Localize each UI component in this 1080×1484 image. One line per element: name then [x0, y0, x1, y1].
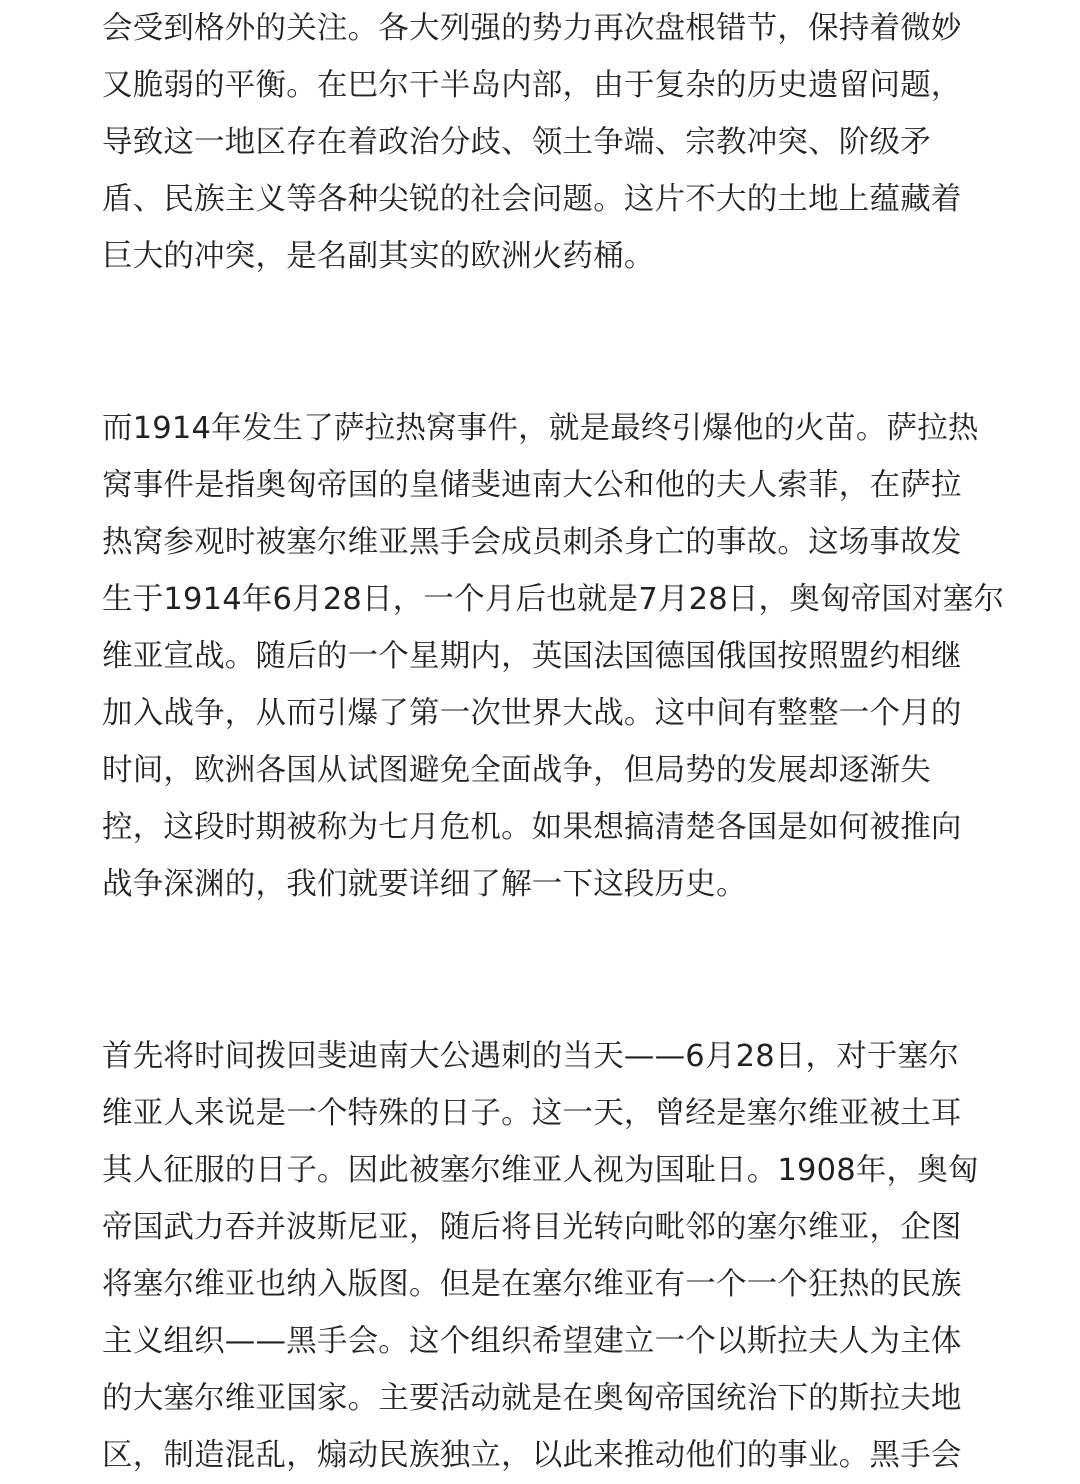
- paragraph-spacer: [102, 913, 1002, 1028]
- text-line: 又脆弱的平衡。在巴尔干半岛内部，由于复杂的历史遗留问题，: [102, 68, 962, 103]
- text-line: 其人征服的日子。因此被塞尔维亚人视为国耻日。1908年，奥匈: [102, 1153, 979, 1188]
- text-line: 会受到格外的关注。各大列强的势力再次盘根错节，保持着微妙: [102, 11, 962, 46]
- text-line: 帝国武力吞并波斯尼亚，随后将目光转向毗邻的塞尔维亚，企图: [102, 1210, 962, 1245]
- text-line: 区，制造混乱，煽动民族独立，以此来推动他们的事业。黑手会: [102, 1438, 962, 1473]
- text-line: 维亚人来说是一个特殊的日子。这一天，曾经是塞尔维亚被土耳: [102, 1096, 962, 1131]
- article-body: [102, 0, 1005, 1484]
- text-line: 热窝参观时被塞尔维亚黑手会成员刺杀身亡的事故。这场事故发: [102, 525, 962, 560]
- text-line: 生于1914年6月28日，一个月后也就是7月28日，奥匈帝国对塞尔: [102, 582, 1005, 617]
- text-line: 战争深渊的，我们就要详细了解一下这段历史。: [102, 867, 747, 902]
- text-line: 控，这段时期被称为七月危机。如果想搞清楚各国是如何被推向: [102, 810, 962, 845]
- text-line: 将塞尔维亚也纳入版图。但是在塞尔维亚有一个一个狂热的民族: [102, 1267, 962, 1302]
- text-line: 而1914年发生了萨拉热窝事件，就是最终引爆他的火苗。萨拉热: [102, 411, 979, 446]
- text-line: 巨大的冲突，是名副其实的欧洲火药桶。: [102, 239, 655, 274]
- paragraph-spacer: [102, 285, 1002, 400]
- text-line: 盾、民族主义等各种尖锐的社会问题。这片不大的土地上蕴藏着: [102, 182, 962, 217]
- text-line: 窝事件是指奥匈帝国的皇储斐迪南大公和他的夫人索菲，在萨拉: [102, 468, 962, 503]
- text-line: 加入战争，从而引爆了第一次世界大战。这中间有整整一个月的: [102, 696, 962, 731]
- paragraph-2: [102, 400, 1005, 913]
- text-line: 导致这一地区存在着政治分歧、领土争端、宗教冲突、阶级矛: [102, 125, 931, 160]
- paragraph-1: [102, 0, 1002, 285]
- text-line: 的大塞尔维亚国家。主要活动就是在奥匈帝国统治下的斯拉夫地: [102, 1381, 962, 1416]
- paragraph-3: [102, 1028, 1002, 1484]
- text-line: 首先将时间拨回斐迪南大公遇刺的当天——6月28日，对于塞尔: [102, 1039, 960, 1074]
- text-line: 维亚宣战。随后的一个星期内，英国法国德国俄国按照盟约相继: [102, 639, 962, 674]
- text-line: 主义组织——黑手会。这个组织希望建立一个以斯拉夫人为主体: [102, 1324, 962, 1359]
- text-line: 时间，欧洲各国从试图避免全面战争，但局势的发展却逐渐失: [102, 753, 931, 788]
